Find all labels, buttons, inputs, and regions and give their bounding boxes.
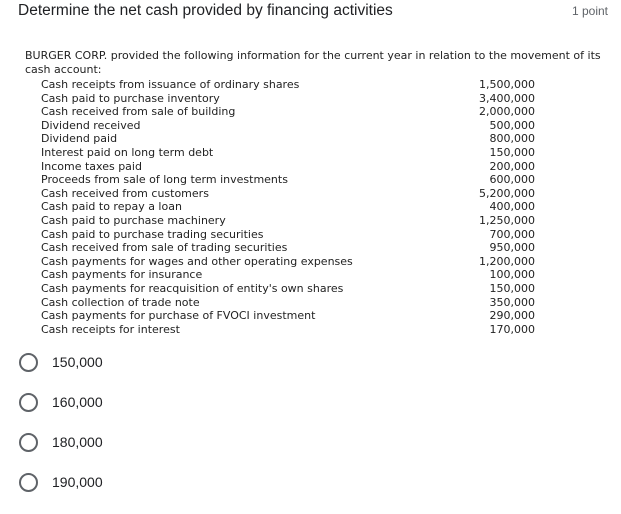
list-item bbox=[41, 146, 535, 160]
option-150000[interactable] bbox=[19, 352, 103, 372]
item-label: Cash received from sale of building bbox=[41, 105, 236, 119]
item-amount: 5,200,000 bbox=[479, 186, 535, 200]
item-label: Cash payments for reacquisition of entity's own shares bbox=[41, 281, 344, 295]
option-label[interactable]: 160,000 bbox=[52, 394, 103, 410]
points-label: 1 point bbox=[571, 4, 608, 18]
item-label: Interest paid on long term debt bbox=[41, 145, 214, 159]
item-label: Cash receipts for interest bbox=[41, 322, 180, 336]
item-label: Cash received from customers bbox=[41, 186, 209, 200]
item-amount: 150,000 bbox=[489, 281, 535, 295]
question-title: Determine the net cash provided by financing activities bbox=[18, 2, 393, 19]
list-item bbox=[41, 296, 535, 310]
item-label: Dividend received bbox=[41, 118, 141, 132]
item-label: Cash paid to purchase inventory bbox=[41, 91, 220, 105]
list-item bbox=[41, 323, 535, 337]
item-amount: 700,000 bbox=[489, 227, 535, 241]
list-item bbox=[41, 268, 535, 282]
list-item bbox=[41, 214, 535, 228]
item-label: Income taxes paid bbox=[41, 159, 142, 173]
list-item bbox=[41, 105, 535, 119]
radio-button[interactable] bbox=[19, 433, 38, 452]
item-label: Proceeds from sale of long term investments bbox=[41, 173, 288, 187]
item-label: Cash payments for purchase of FVOCI investment bbox=[41, 309, 316, 323]
item-amount: 1,500,000 bbox=[479, 78, 535, 91]
item-label: Cash payments for insurance bbox=[41, 268, 203, 282]
option-190000[interactable] bbox=[19, 472, 103, 492]
radio-button[interactable] bbox=[19, 353, 38, 372]
radio-button[interactable] bbox=[19, 473, 38, 492]
item-amount: 500,000 bbox=[489, 118, 535, 132]
list-item bbox=[41, 255, 535, 269]
item-amount: 600,000 bbox=[489, 173, 535, 187]
item-label: Cash paid to purchase trading securities bbox=[41, 227, 264, 241]
item-label: Cash receipts from issuance of ordinary shares bbox=[41, 78, 300, 91]
option-label[interactable]: 190,000 bbox=[52, 474, 103, 490]
item-amount: 200,000 bbox=[489, 159, 535, 173]
list-item bbox=[41, 173, 535, 187]
item-amount: 1,200,000 bbox=[479, 254, 535, 268]
list-item bbox=[41, 132, 535, 146]
question-description: BURGER CORP. provided the following information for the current year in relation to the movement of its cash account: bbox=[25, 49, 601, 76]
item-label: Dividend paid bbox=[41, 132, 118, 146]
item-amount: 950,000 bbox=[489, 241, 535, 255]
list-item bbox=[41, 78, 535, 92]
list-item bbox=[41, 241, 535, 255]
item-label: Cash received from sale of trading securities bbox=[41, 241, 288, 255]
option-label[interactable]: 180,000 bbox=[52, 434, 103, 450]
list-item bbox=[41, 119, 535, 133]
item-amount: 2,000,000 bbox=[479, 105, 535, 119]
item-label: Cash collection of trade note bbox=[41, 295, 200, 309]
item-amount: 350,000 bbox=[489, 295, 535, 309]
list-item bbox=[41, 309, 535, 323]
item-amount: 170,000 bbox=[489, 322, 535, 336]
list-item bbox=[41, 187, 535, 201]
item-amount: 1,250,000 bbox=[479, 213, 535, 227]
item-label: Cash payments for wages and other operating expenses bbox=[41, 254, 353, 268]
list-item bbox=[41, 200, 535, 214]
item-amount: 3,400,000 bbox=[479, 91, 535, 105]
option-160000[interactable] bbox=[19, 392, 103, 412]
item-amount: 150,000 bbox=[489, 145, 535, 159]
item-amount: 290,000 bbox=[489, 309, 535, 323]
option-180000[interactable] bbox=[19, 432, 103, 452]
item-label: Cash paid to purchase machinery bbox=[41, 213, 226, 227]
list-item bbox=[41, 160, 535, 174]
item-amount: 400,000 bbox=[489, 200, 535, 214]
list-item bbox=[41, 228, 535, 242]
option-label[interactable]: 150,000 bbox=[52, 354, 103, 370]
item-label: Cash paid to repay a loan bbox=[41, 200, 182, 214]
item-amount: 800,000 bbox=[489, 132, 535, 146]
list-item bbox=[41, 92, 535, 106]
item-amount: 100,000 bbox=[489, 268, 535, 282]
radio-button[interactable] bbox=[19, 393, 38, 412]
list-item bbox=[41, 282, 535, 296]
cash-items-list bbox=[41, 78, 535, 336]
